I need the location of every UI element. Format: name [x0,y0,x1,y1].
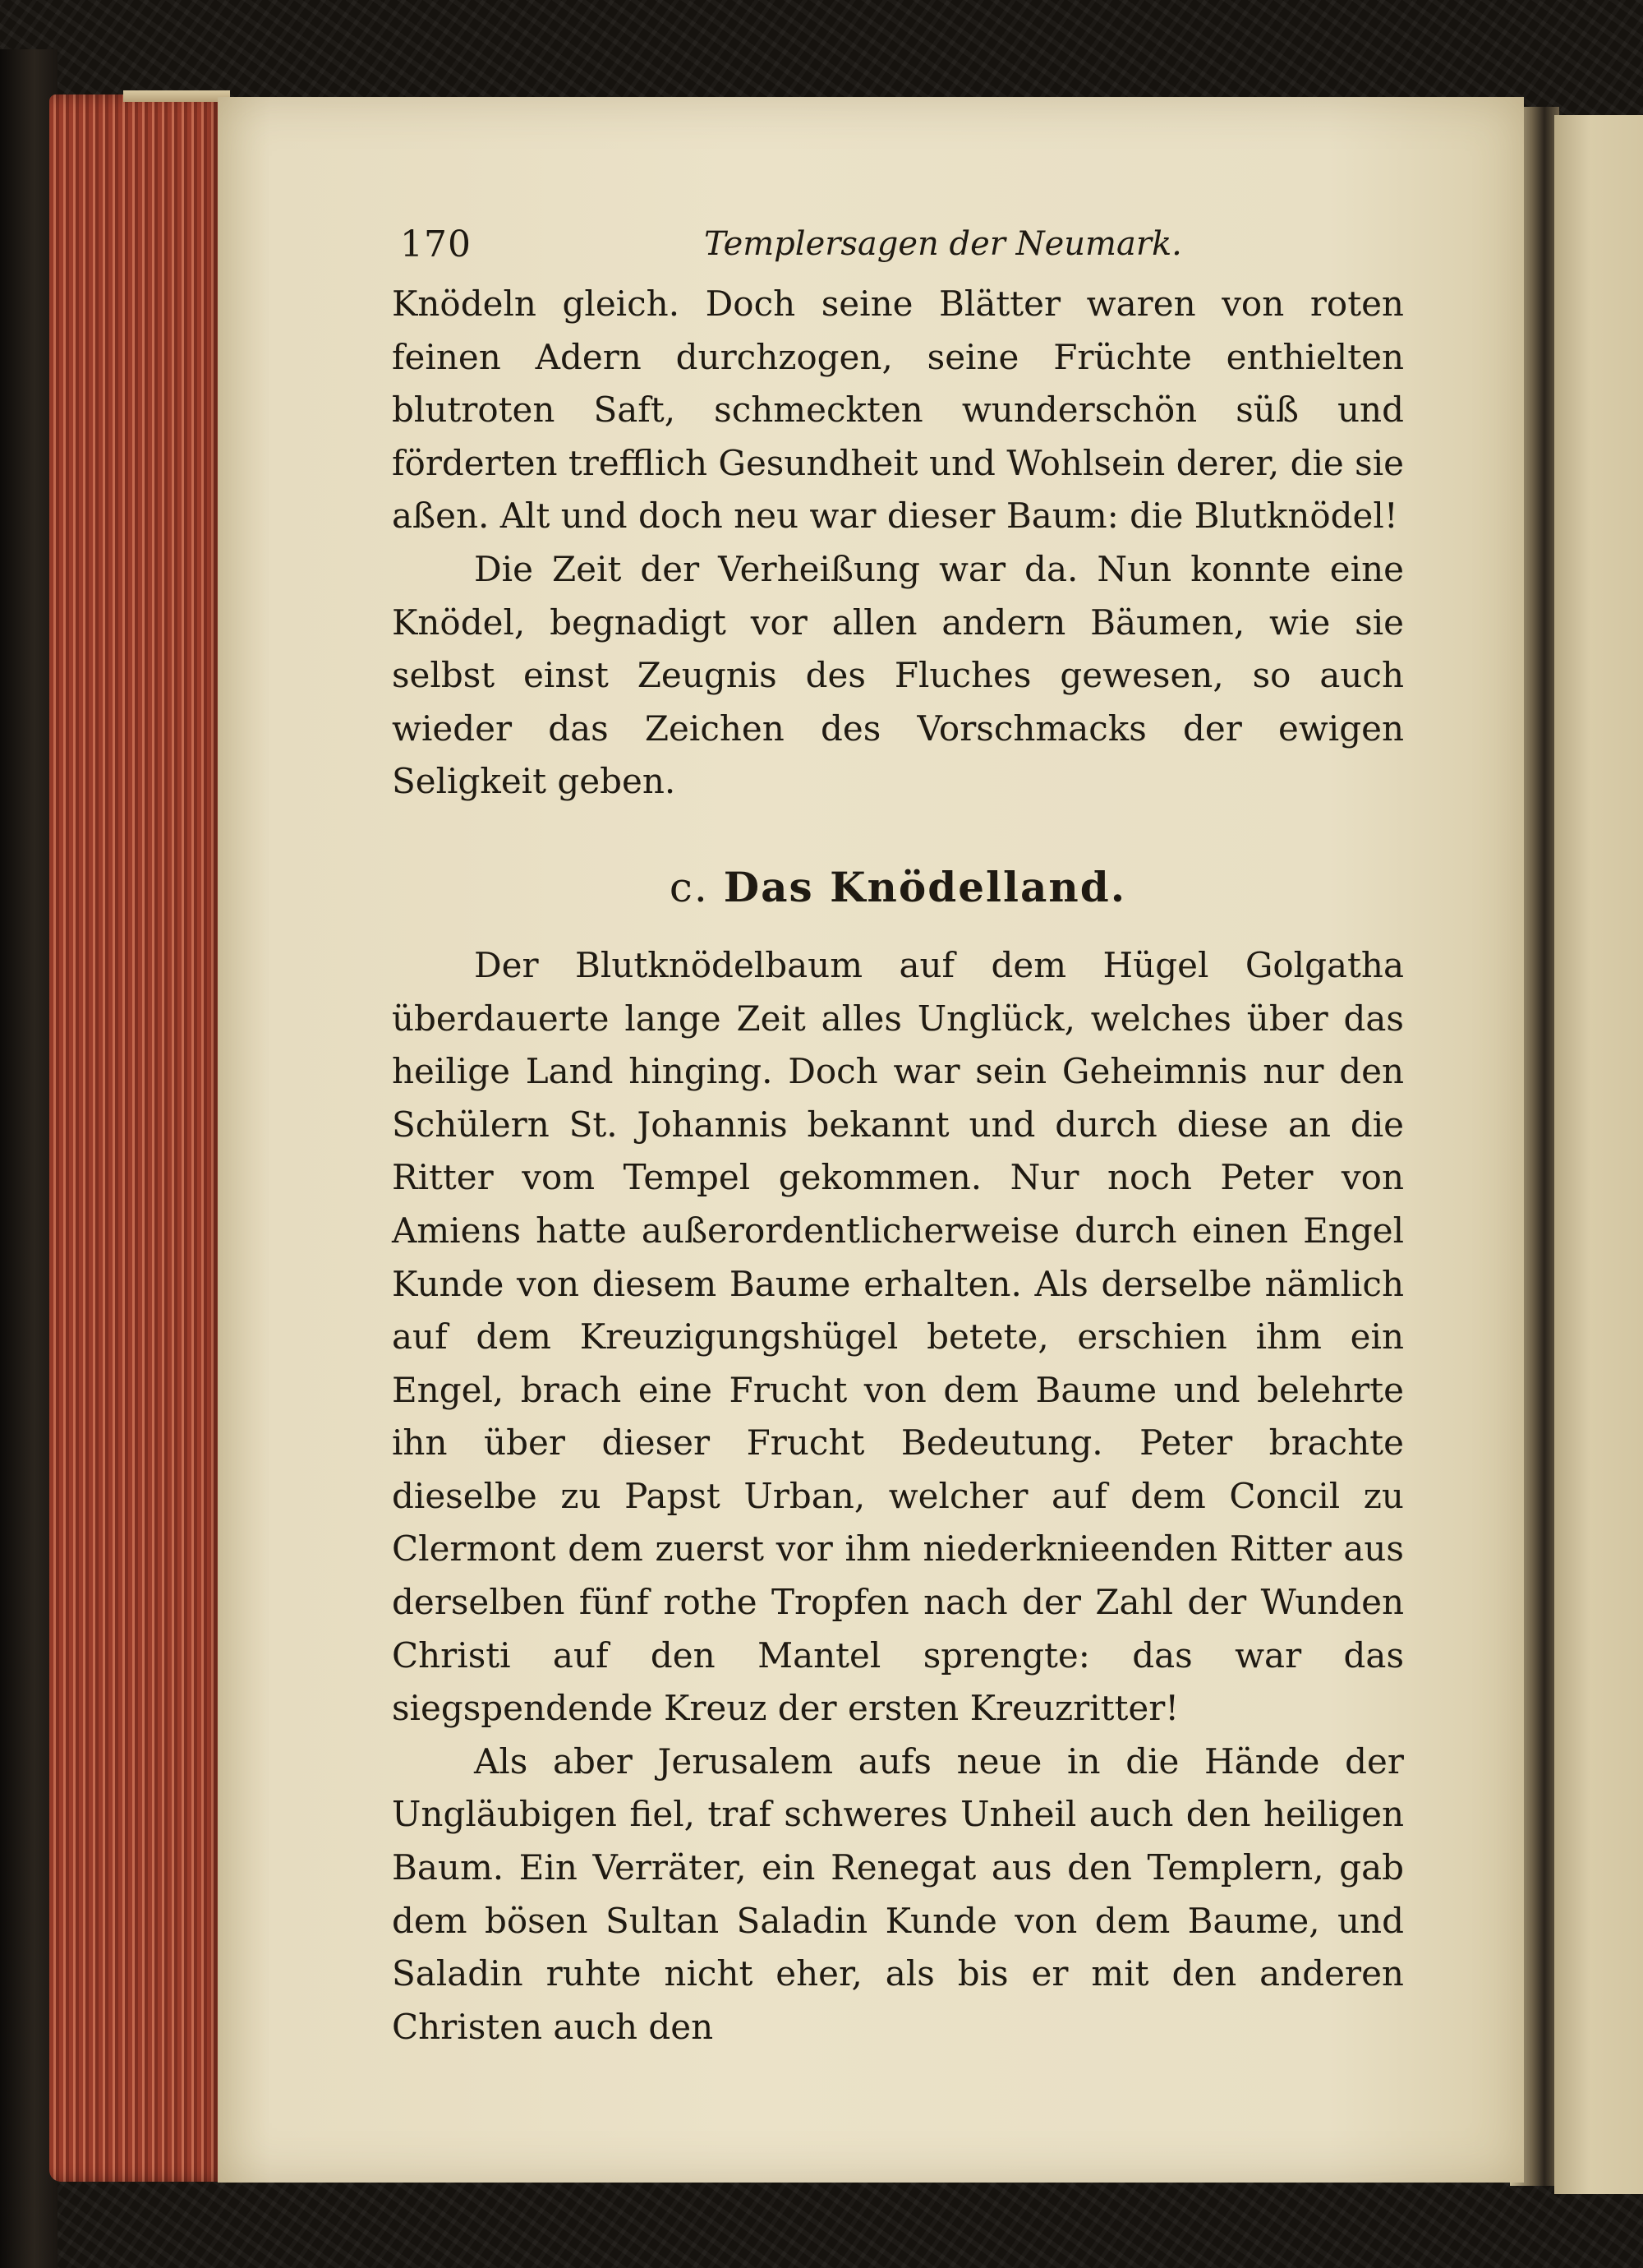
paragraph: Der Blutknödelbaum auf dem Hügel Golgatha überdauerte lange Zeit alles Unglück, welches über das heilige Land hinging. Doch war sein Geheimnis nur den Schülern St. Johannis bekannt und durch diese an die Ritter vom Tempel gekommen. Nur noch Peter von Amiens hatte außerordentlicherweise durch einen Engel Kunde von diesem Baume erhalten. Als derselbe nämlich auf dem Kreuzigungshügel betete, erschien ihm ein Engel, brach eine Frucht von dem Baume und belehrte ihn über dieser Frucht Bedeutung. Peter brachte dieselbe zu Papst Urban, welcher auf dem Concil zu Clermont dem zuerst vor ihm niederknieenden Ritter aus derselben fünf rothe Tropfen nach der Zahl der Wunden Christi auf den Mantel sprengte: das war das siegspendende Kreuz der ersten Kreuzritter! [392,944,1404,1729]
section-heading [392,863,1404,911]
running-header [392,220,1404,278]
page-number: 170 [400,224,472,265]
page-text-block [392,220,1404,2054]
page-stack-top [123,90,230,102]
section-title: Das Knödelland. [723,862,1127,911]
page-stack-edge [49,94,226,2182]
running-title: Templersagen der Neumark. [704,225,1182,263]
facing-page [1554,115,1643,2194]
paragraph: Als aber Jerusalem aufs neue in die Hände der Ungläubigen fiel, traf schweres Unheil auch den heiligen Baum. Ein Verräter, ein Renegat aus den Templern, gab dem bösen Sultan Saladin Kunde von dem Baume, und Saladin ruhte nicht eher, als bis er mit den anderen Christen auch den [392,1740,1404,2047]
paragraph: Die Zeit der Verheißung war da. Nun konnte eine Knödel, begnadigt vor allen andern Bäumen, wie sie selbst einst Zeugnis des Fluches gewesen, so auch wieder das Zeichen des Vorschmacks der ewigen Seligkeit geben. [392,548,1404,802]
section-letter: c. [669,863,709,911]
paragraph-continuation: Knödeln gleich. Doch seine Blätter waren von roten feinen Adern durchzogen, seine Früchte enthielten blutroten Saft, schmeckten wunderschön süß und förderten trefflich Gesundheit und Wohlsein derer, die sie aßen. Alt und doch neu war dieser Baum: die Blutknödel! [392,284,1404,537]
